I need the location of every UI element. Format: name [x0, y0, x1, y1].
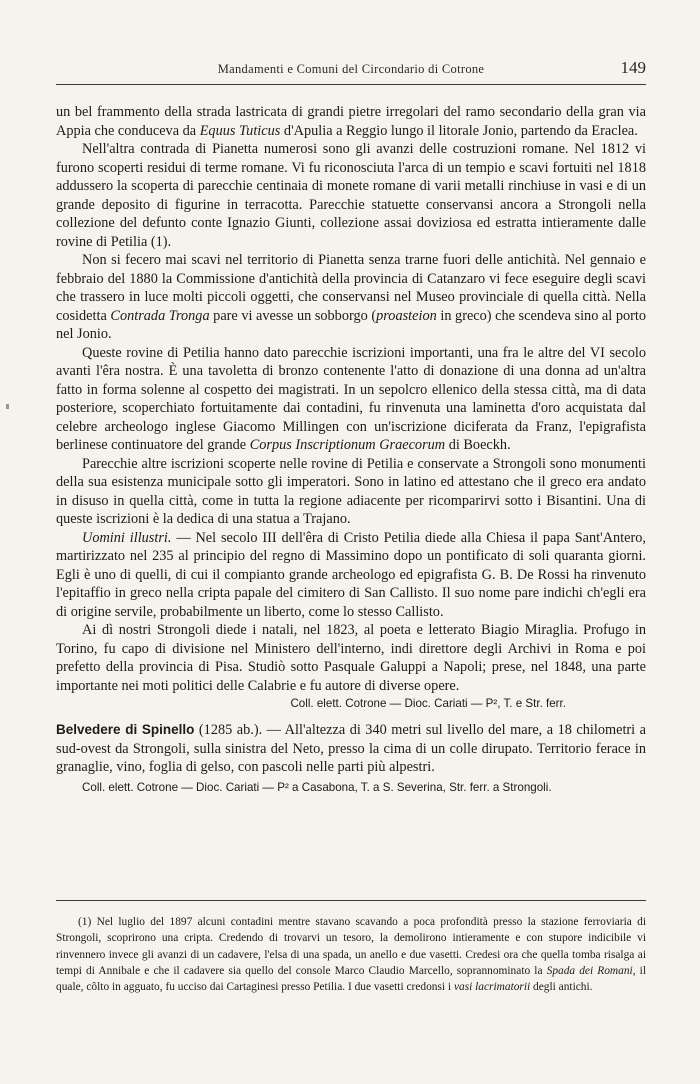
text-run: degli antichi. — [530, 981, 593, 994]
text-run: , il quale, côlto in agguato, fu ucciso dai Cartaginesi presso Petilia. I due vasetti credonsi i — [56, 964, 646, 994]
text-run: Queste rovine di Petilia hanno dato parecchie iscrizioni importanti, una fra le altre del VI secolo avanti l'êra nostra. È una tavoletta di bronzo contenente l'atto di donazione di una donna ad un'altra fatto in forma solenne al cospetto dei magistrati. In un sepolcro ellenico della stessa città, ma di data posteriore, scoperchiato fortuitamente dai contadini, fu rinvenuta una laminetta d'oro acquistata dal celebre archeologo inglese Giacomo Millingen con un'iscrizione diciferata da Franz, l'epigrafista berlinese continuatore del grande — [56, 344, 646, 453]
paragraph-7: Ai dì nostri Strongoli diede i natali, nel 1823, al poeta e letterato Biagio Miraglia. Profugo in Torino, fu capo di divisione nel Ministero dell'interno, indi direttore degli Archivi in Roma e poi prefetto della provincia di Pisa. Studiò sotto Pasquale Galuppi a Napoli; prese, nel 1848, una parte importante nei moti politici delle Calabrie e fu autore di diverse opere. — [56, 622, 646, 694]
header-rule — [56, 84, 646, 85]
page-header — [56, 55, 646, 85]
text-run: d'Apulia a Reggio lungo il litorale Jonio, partendo da Eraclea. — [280, 122, 638, 139]
italic-term: Equus Tuticus — [199, 122, 281, 139]
meta-line-2: Coll. elett. Cotrone — Dioc. Cariati — P² a Casabona, T. a S. Severina, Str. ferr. a Strongoli. — [82, 780, 552, 794]
footnote-1 — [56, 914, 646, 995]
paragraph-6 — [56, 529, 646, 622]
text-run: (1285 ab.). — All'altezza di 340 metri sul livello del mare, a 18 chilometri a sud-ovest da Strongoli, sulla sinistra del Neto, presso la cima di un colle dirupato. Territorio ferace in granaglie, vino, foglia di gelso, con pascoli nelle parti più alpestri. — [56, 722, 646, 775]
italic-term: proasteion — [376, 307, 437, 324]
italic-term: Spada dei Romani — [546, 964, 633, 977]
text-run: un bel frammento della strada lastricata di grandi pietre irregolari del ramo secondario della gran via Appia che conduceva da — [56, 104, 646, 139]
paragraph-4 — [56, 344, 646, 455]
meta-line-1: Coll. elett. Cotrone — Dioc. Cariati — P², T. e Str. ferr. — [290, 697, 566, 710]
text-run: (1) Nel luglio del 1897 alcuni contadini mentre stavano scavando a poca profondità presso la stazione ferroviaria di Strongoli, scoprirono una cripta. Credendo di trovarvi un tesoro, la demolirono intieramente e con stupore indicibile vi rinvennero invece gli avanzi di un cadavere, l'elsa di una spada, un anello e due vasetti. Credesi ora che quella tomba risalga ai tempi di Annibale e che il cadavere sia quello del console Marco Claudio Marcello, soprannominato la — [56, 916, 646, 977]
text-run: in greco) che scendeva sino al porto nel Jonio. — [56, 307, 647, 342]
paragraph-5: Parecchie altre iscrizioni scoperte nelle rovine di Petilia e conservate a Strongoli sono monumenti della sua esistenza municipale sotto gli imperatori. Sono in latino ed attestano che il greco era andato in disuso in quella città, come in tutta la regione adiacente per ricomparirvi sotto i Bisantini. Una di queste iscrizioni è la dedica di una statua a Trajano. — [56, 455, 646, 527]
paragraph-1 — [56, 103, 646, 140]
page-number: 149 — [620, 58, 646, 77]
main-text — [56, 103, 646, 796]
running-title: Mandamenti e Comuni del Circondario di Cotrone — [217, 62, 485, 76]
paragraph-2: Nell'altra contrada di Pianetta numerosi sono gli avanzi delle costruzioni romane. Nel 1812 vi furono scoperti residui di terme romane. Vi fu riconosciuta l'arca di un tempio e scavi fortuiti nel 1818 addussero la scoperta di parecchie centinaia di monete romane di varii metalli rinchiuse in vasi e di un grande deposito di figurine in terracotta. Parecchie statuette conservansi ancora a Strongoli nella collezione del defunto conte Ignazio Giunti, collezione assai doviziosa ed estratta intieramente dalle rovine di Petilia (1). — [56, 141, 646, 250]
text-run: Non si fecero mai scavi nel territorio di Pianetta senza trarne fuori delle antichità. Nel gennaio e febbraio del 1880 la Commissione d'antichità della provincia di Catanzaro vi fece eseguire degli scavi che trassero in luce molti piccoli oggetti, che conservansi nel Museo provinciale di quella città. Nella cosidetta — [56, 252, 646, 324]
italic-term: vasi lacrimatorii — [453, 981, 531, 994]
italic-term: Corpus Inscriptionum Graecorum — [249, 437, 446, 453]
text-run: pare vi avesse un sobborgo ( — [209, 307, 377, 324]
text-run: — Nel secolo III dell'êra di Cristo Petilia diede alla Chiesa il papa Sant'Antero, martirizzato nel 235 al principio del regno di Massimino dopo un pontificato di soli quaranta giorni. Egli è uno di quelli, di cui il compianto grande archeologo ed epigrafista G. B. De Rossi ha rinvenuto l'epitaffio in greco nella cripta papale del cimitero di San Callisto. Il suo nome pare indichi ch'egli era di origine servile, probabilmente un liberto, come lo stesso Callisto. — [56, 529, 646, 620]
entry-belvedere — [56, 721, 646, 777]
italic-term: Contrada Tronga — [110, 307, 210, 324]
section-heading: Uomini illustri. — [82, 529, 172, 546]
footnote-separator — [56, 900, 646, 901]
footnote — [56, 914, 646, 995]
text-run: di Boeckh. — [445, 437, 511, 453]
margin-mark — [6, 404, 9, 409]
paragraph-3 — [56, 251, 646, 344]
entry-title: Belvedere di Spinello — [56, 722, 195, 737]
